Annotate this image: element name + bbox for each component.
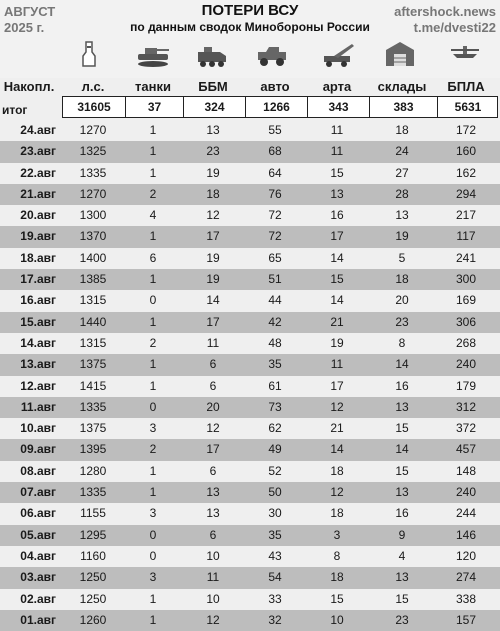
cell-tanks: 4 — [149, 208, 157, 223]
cell-afv: 17 — [206, 314, 220, 329]
cell-depots: 28 — [395, 186, 409, 201]
cell-depots: 24 — [395, 144, 409, 159]
cell-depots: 9 — [398, 527, 406, 542]
cell-date: 06.авг — [20, 506, 56, 521]
cell-depots: 13 — [395, 570, 409, 585]
cell-vehicles: 48 — [268, 335, 282, 350]
cell-vehicles: 43 — [268, 548, 282, 563]
cell-uav: 241 — [455, 250, 477, 265]
cell-personnel: 1335 — [79, 399, 107, 414]
cell-personnel: 1250 — [79, 591, 107, 606]
apc-icon — [192, 36, 232, 72]
cell-afv: 19 — [206, 250, 220, 265]
cell-artillery: 19 — [330, 335, 344, 350]
cell-tanks: 0 — [149, 399, 157, 414]
cell-tanks: 1 — [149, 165, 157, 180]
cell-tanks: 1 — [149, 591, 157, 606]
cell-tanks: 0 — [149, 527, 157, 542]
cell-uav: 338 — [455, 591, 477, 606]
table-row — [0, 546, 500, 567]
table-row — [0, 312, 500, 333]
cell-afv: 17 — [206, 229, 220, 244]
cell-artillery: 17 — [330, 229, 344, 244]
cell-depots: 15 — [395, 463, 409, 478]
cell-uav: 240 — [455, 485, 477, 500]
cell-date: 20.авг — [20, 208, 56, 223]
cell-afv: 6 — [209, 463, 217, 478]
cell-afv: 14 — [206, 293, 220, 308]
cell-uav: 306 — [455, 314, 477, 329]
cell-date: 12.авг — [20, 378, 56, 393]
cell-afv: 13 — [206, 485, 220, 500]
cell-vehicles: 42 — [268, 314, 282, 329]
period-block — [4, 4, 55, 36]
cell-uav: 117 — [456, 229, 476, 244]
table-row — [0, 226, 500, 247]
cell-artillery: 18 — [330, 463, 344, 478]
cell-afv: 13 — [206, 123, 220, 137]
totals-box — [62, 96, 498, 118]
total-tanks: 37 — [125, 97, 183, 117]
cell-vehicles: 30 — [268, 506, 282, 521]
cell-tanks: 6 — [149, 250, 157, 265]
table-row — [0, 567, 500, 588]
cell-personnel: 1270 — [79, 123, 107, 137]
cell-depots: 19 — [395, 229, 409, 244]
cell-artillery: 10 — [330, 612, 344, 627]
cell-depots: 14 — [395, 442, 409, 457]
cell-personnel: 1160 — [80, 548, 106, 563]
cell-uav: 157 — [455, 612, 477, 627]
cell-afv: 10 — [206, 591, 220, 606]
cell-afv: 12 — [206, 612, 220, 627]
cell-tanks: 2 — [149, 442, 157, 457]
cell-tanks: 3 — [149, 506, 157, 521]
cell-artillery: 14 — [330, 442, 344, 457]
cell-vehicles: 50 — [268, 485, 282, 500]
cell-tanks: 3 — [149, 421, 157, 436]
cell-artillery: 17 — [330, 378, 344, 393]
cell-uav: 300 — [455, 272, 477, 287]
cell-afv: 11 — [206, 335, 220, 350]
cell-artillery: 15 — [330, 272, 344, 287]
cell-depots: 18 — [395, 123, 409, 137]
table-row — [0, 589, 500, 610]
cell-tanks: 2 — [149, 335, 157, 350]
cell-uav: 148 — [455, 463, 477, 478]
cell-date: 02.авг — [20, 591, 56, 606]
cell-artillery: 21 — [330, 421, 344, 436]
cell-date: 24.авг — [20, 123, 56, 137]
cell-personnel: 1315 — [79, 293, 107, 308]
cell-uav: 217 — [455, 208, 477, 223]
month-label: АВГУСТ — [4, 4, 56, 19]
cell-uav: 172 — [455, 123, 477, 137]
total-vehicles: 1266 — [245, 97, 307, 117]
cell-artillery: 11 — [330, 144, 344, 159]
cell-afv: 20 — [206, 399, 220, 414]
cell-date: 01.авг — [20, 612, 56, 627]
cell-uav: 457 — [455, 442, 477, 457]
cell-tanks: 1 — [149, 357, 157, 372]
table-row — [0, 290, 500, 311]
cell-depots: 15 — [395, 421, 409, 436]
cell-uav: 244 — [455, 506, 477, 521]
cell-date: 16.авг — [20, 293, 56, 308]
cell-afv: 6 — [209, 378, 217, 393]
table-row — [0, 141, 500, 162]
cell-vehicles: 32 — [268, 612, 282, 627]
cell-date: 08.авг — [20, 463, 56, 478]
cell-personnel: 1385 — [79, 272, 107, 287]
cell-artillery: 13 — [330, 186, 344, 201]
cell-tanks: 1 — [149, 229, 157, 244]
channel-link[interactable]: t.me/dvesti22 — [413, 20, 496, 35]
table-row — [0, 418, 500, 439]
cell-tanks: 1 — [149, 314, 157, 329]
cell-artillery: 14 — [330, 293, 344, 308]
total-depots: 383 — [369, 97, 437, 117]
cell-tanks: 0 — [149, 548, 157, 563]
cell-uav: 179 — [455, 378, 477, 393]
cell-date: 11.авг — [20, 399, 56, 414]
cell-depots: 5 — [398, 250, 406, 265]
cell-depots: 14 — [395, 357, 409, 372]
table-row — [0, 376, 500, 397]
cell-uav: 169 — [455, 293, 477, 308]
cell-artillery: 18 — [330, 506, 344, 521]
table-row — [0, 163, 500, 184]
cell-personnel: 1440 — [79, 314, 107, 329]
cell-vehicles: 64 — [268, 165, 282, 180]
cell-personnel: 1280 — [79, 463, 107, 478]
cell-vehicles: 35 — [268, 357, 282, 372]
cell-date: 13.авг — [20, 357, 56, 372]
cell-uav: 294 — [455, 186, 477, 201]
cell-artillery: 18 — [330, 570, 344, 585]
cell-afv: 11 — [206, 570, 220, 585]
icon-row — [0, 36, 500, 72]
cell-personnel: 1375 — [79, 357, 107, 372]
cell-artillery: 8 — [333, 548, 341, 563]
col-personnel: л.с. — [81, 79, 105, 94]
total-uav: 5631 — [437, 97, 498, 117]
title-block — [90, 2, 410, 35]
col-tanks: танки — [135, 79, 171, 94]
cell-personnel: 1315 — [79, 335, 107, 350]
cell-afv: 19 — [206, 272, 220, 287]
cell-date: 18.авг — [20, 250, 56, 265]
cell-tanks: 1 — [149, 378, 157, 393]
col-afv: ББМ — [198, 79, 228, 94]
table-row — [0, 525, 500, 546]
cell-personnel: 1300 — [79, 208, 107, 223]
table-row — [0, 461, 500, 482]
cell-uav: 312 — [455, 399, 477, 414]
cell-vehicles: 72 — [268, 229, 282, 244]
cell-personnel: 1375 — [79, 421, 107, 436]
cell-vehicles: 44 — [268, 293, 282, 308]
cell-tanks: 2 — [149, 186, 157, 201]
cell-date: 21.авг — [20, 186, 56, 201]
cell-vehicles: 76 — [268, 186, 282, 201]
table-row — [0, 184, 500, 205]
cell-uav: 240 — [455, 357, 477, 372]
cell-depots: 16 — [395, 506, 409, 521]
cell-depots: 8 — [398, 335, 406, 350]
cell-vehicles: 52 — [268, 463, 282, 478]
table-row — [0, 503, 500, 524]
cell-afv: 19 — [206, 165, 220, 180]
cell-vehicles: 62 — [268, 421, 282, 436]
cell-tanks: 1 — [149, 485, 157, 500]
cell-personnel: 1415 — [79, 378, 107, 393]
cell-uav: 372 — [455, 421, 477, 436]
cell-date: 10.авг — [20, 421, 56, 436]
year-label: 2025 г. — [4, 20, 45, 35]
cell-date: 23.авг — [20, 144, 56, 159]
table-row — [0, 205, 500, 226]
cell-personnel: 1370 — [79, 229, 107, 244]
cell-afv: 18 — [206, 186, 220, 201]
cell-depots: 4 — [398, 548, 406, 563]
cell-depots: 13 — [395, 485, 409, 500]
cell-date: 17.авг — [20, 272, 56, 287]
table-row — [0, 333, 500, 354]
cell-personnel: 1400 — [79, 250, 107, 265]
cell-artillery: 12 — [330, 485, 344, 500]
cell-vehicles: 54 — [268, 570, 282, 585]
cell-afv: 12 — [206, 421, 220, 436]
cell-artillery: 12 — [330, 399, 344, 414]
cell-artillery: 11 — [330, 123, 344, 137]
cell-date: 14.авг — [20, 335, 56, 350]
table-row — [0, 269, 500, 290]
cell-date: 04.авг — [20, 548, 56, 563]
total-afv: 324 — [183, 97, 245, 117]
cell-afv: 17 — [206, 442, 220, 457]
table-row — [0, 439, 500, 460]
cell-date: 15.авг — [20, 314, 56, 329]
cell-artillery: 11 — [330, 357, 344, 372]
cell-vehicles: 33 — [268, 591, 282, 606]
cell-afv: 13 — [206, 506, 220, 521]
cell-depots: 27 — [395, 165, 409, 180]
soldier-helmet-icon — [70, 36, 110, 72]
total-artillery: 343 — [307, 97, 369, 117]
cell-vehicles: 65 — [268, 250, 282, 265]
table-row — [0, 610, 500, 631]
table-row — [0, 354, 500, 375]
cell-uav: 160 — [455, 144, 477, 159]
cell-date: 09.авг — [20, 442, 56, 457]
cell-tanks: 1 — [149, 144, 157, 159]
source-block — [394, 4, 496, 36]
cell-vehicles: 68 — [268, 144, 282, 159]
cell-artillery: 14 — [330, 250, 344, 265]
cell-tanks: 3 — [149, 570, 157, 585]
cell-personnel: 1250 — [79, 570, 107, 585]
cell-afv: 23 — [206, 144, 220, 159]
col-vehicles: авто — [260, 79, 290, 94]
cell-vehicles: 61 — [268, 378, 282, 393]
cell-depots: 18 — [395, 272, 409, 287]
header — [0, 0, 500, 78]
cell-uav: 146 — [455, 527, 477, 542]
table-row — [0, 397, 500, 418]
cell-personnel: 1335 — [79, 165, 107, 180]
cell-afv: 6 — [209, 527, 217, 542]
cell-personnel: 1155 — [80, 506, 106, 521]
cell-uav: 162 — [455, 165, 477, 180]
cell-personnel: 1335 — [79, 485, 107, 500]
artillery-icon — [318, 36, 358, 72]
jeep-icon — [252, 36, 292, 72]
col-cumulative: Накопл. — [3, 79, 55, 94]
cell-vehicles: 73 — [268, 399, 282, 414]
cell-tanks: 0 — [149, 293, 157, 308]
cell-personnel: 1295 — [79, 527, 107, 542]
cell-personnel: 1395 — [79, 442, 107, 457]
cell-tanks: 1 — [149, 123, 157, 137]
cell-date: 19.авг — [20, 229, 56, 244]
cell-artillery: 15 — [330, 165, 344, 180]
cell-uav: 274 — [455, 570, 477, 585]
tank-icon — [133, 36, 173, 72]
cell-depots: 20 — [395, 293, 409, 308]
col-artillery: арта — [322, 79, 352, 94]
page-subtitle: по данным сводок Минобороны России — [130, 20, 370, 34]
table-row — [0, 120, 500, 141]
cell-depots: 13 — [395, 399, 409, 414]
warehouse-icon — [380, 36, 420, 72]
cell-vehicles: 51 — [268, 272, 282, 287]
daily-table — [0, 120, 500, 631]
column-headers — [0, 79, 500, 97]
col-uav: БПЛА — [447, 79, 485, 94]
cell-depots: 23 — [395, 314, 409, 329]
cell-date: 05.авг — [20, 527, 56, 542]
cell-vehicles: 49 — [268, 442, 282, 457]
col-depots: склады — [377, 79, 427, 94]
cell-date: 22.авг — [20, 165, 56, 180]
table-row — [0, 248, 500, 269]
cell-uav: 120 — [455, 548, 477, 563]
cell-depots: 23 — [395, 612, 409, 627]
page-title: ПОТЕРИ ВСУ — [201, 2, 299, 19]
cell-tanks: 1 — [149, 612, 157, 627]
totals-row — [0, 96, 500, 120]
cell-vehicles: 72 — [268, 208, 282, 223]
cell-tanks: 1 — [149, 272, 157, 287]
cell-date: 03.авг — [20, 570, 56, 585]
cell-vehicles: 35 — [268, 527, 282, 542]
cell-afv: 10 — [206, 548, 220, 563]
drone-icon — [445, 36, 485, 72]
cell-personnel: 1260 — [79, 612, 107, 627]
cell-uav: 268 — [455, 335, 477, 350]
table-row — [0, 482, 500, 503]
cell-personnel: 1325 — [79, 144, 107, 159]
cell-depots: 16 — [395, 378, 409, 393]
cell-artillery: 16 — [330, 208, 344, 223]
cell-artillery: 15 — [330, 591, 344, 606]
cell-depots: 13 — [395, 208, 409, 223]
cell-artillery: 21 — [330, 314, 344, 329]
totals-label: итог — [2, 103, 28, 117]
cell-afv: 12 — [206, 208, 220, 223]
cell-artillery: 3 — [333, 527, 341, 542]
cell-vehicles: 55 — [268, 123, 282, 137]
cell-afv: 6 — [209, 357, 217, 372]
cell-tanks: 1 — [149, 463, 157, 478]
site-link[interactable]: aftershock.news — [394, 4, 496, 19]
total-personnel: 31605 — [77, 100, 111, 114]
cell-personnel: 1270 — [79, 186, 107, 201]
cell-depots: 15 — [395, 591, 409, 606]
cell-date: 07.авг — [20, 485, 56, 500]
